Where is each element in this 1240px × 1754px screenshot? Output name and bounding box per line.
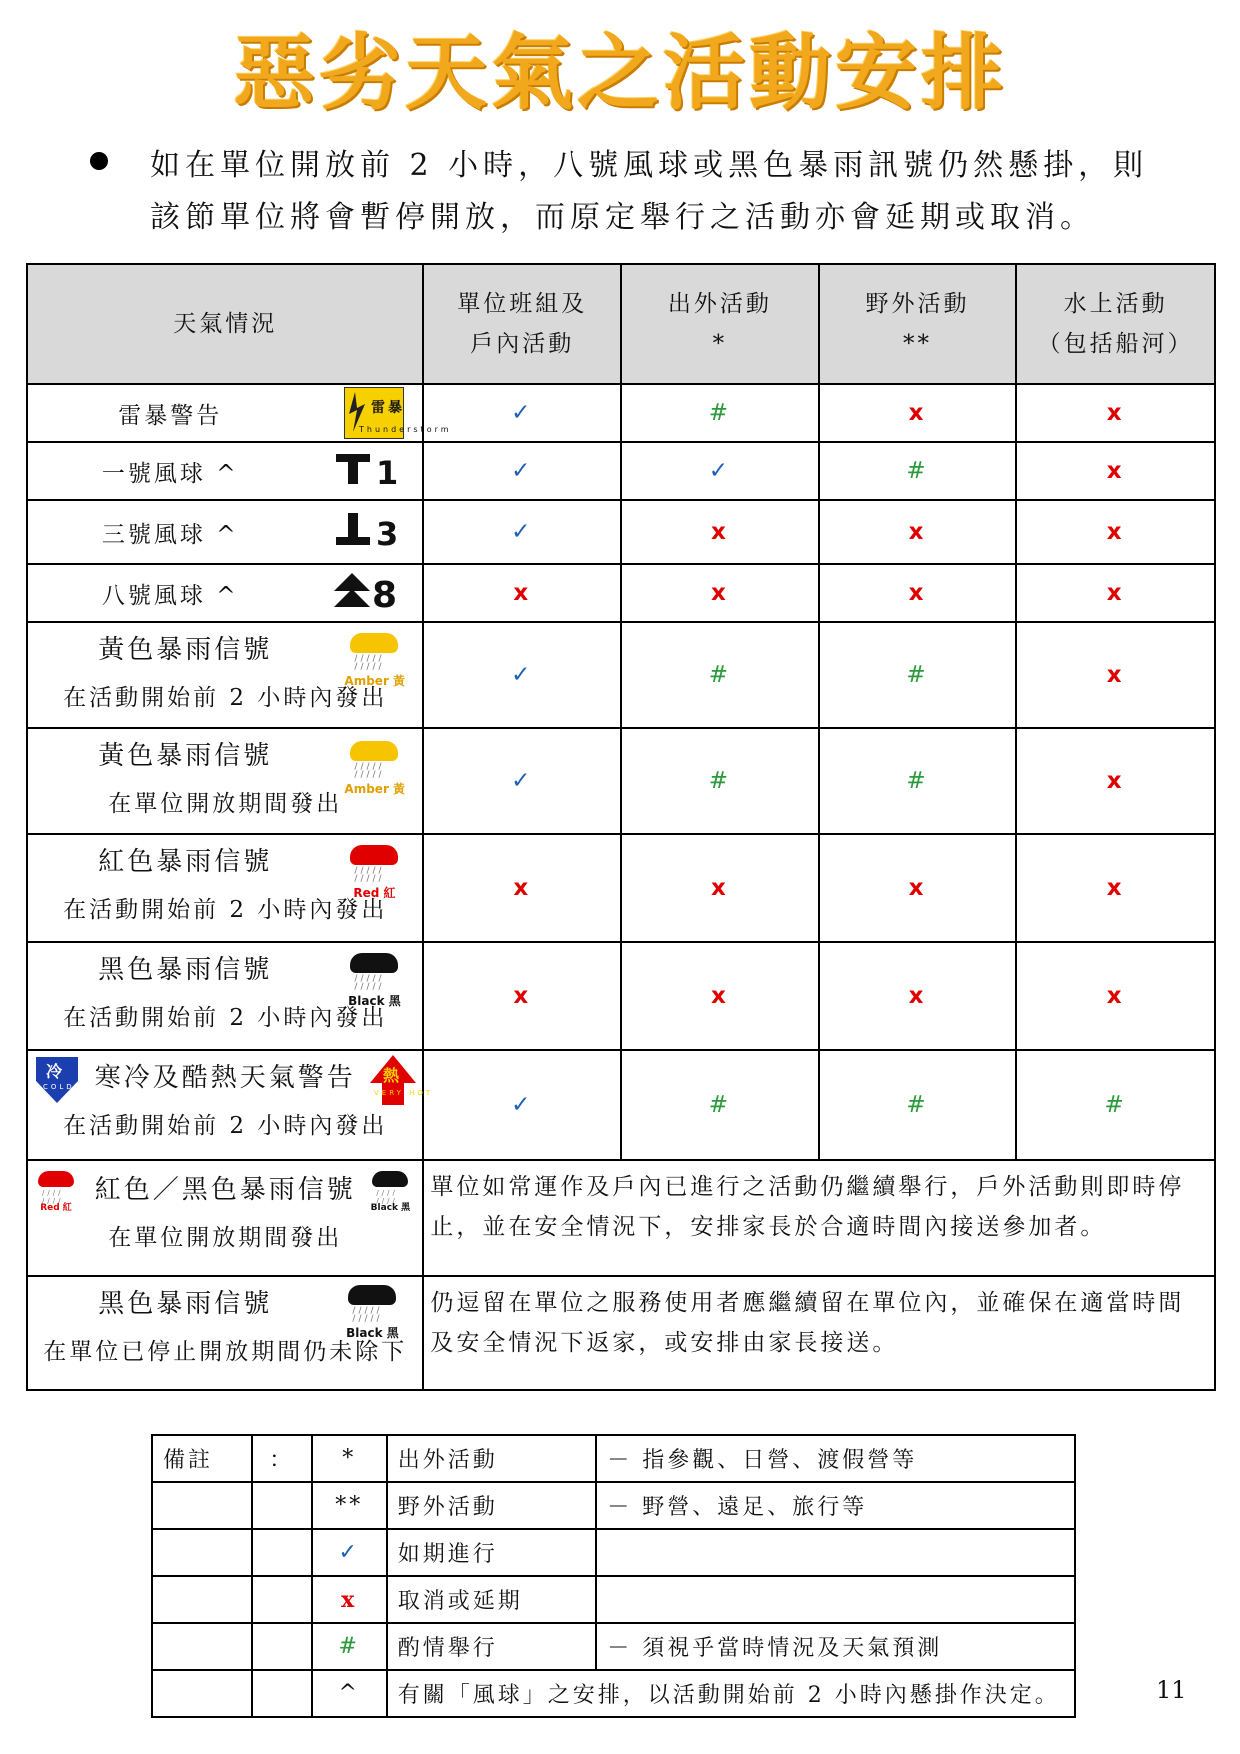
typhoon-signal-8-icon — [332, 569, 404, 617]
indoor-value: ✓ — [423, 500, 621, 564]
condition-cell — [27, 1276, 423, 1390]
red-rainstorm-icon: //// //// Red 紅 — [34, 1169, 78, 1213]
outing-value: x — [621, 834, 819, 942]
table-row — [27, 564, 1215, 622]
svg-text:3: 3 — [376, 515, 402, 553]
table-row-special — [27, 1160, 1215, 1276]
table-header-row — [27, 264, 1215, 384]
notes-term: 有關「風球」之安排，以活動開始前 2 小時內懸掛作決定。 — [387, 1670, 1075, 1717]
condition-label: 寒冷及酷熱天氣警告 — [94, 1063, 356, 1093]
notes-blank — [152, 1670, 252, 1717]
condition-label: 黃色暴雨信號 — [98, 741, 273, 771]
notes-blank — [252, 1576, 312, 1623]
condition-sublabel: 在活動開始前 2 小時內發出 — [63, 1005, 388, 1031]
notes-term: 如期進行 — [387, 1529, 597, 1576]
table-row — [27, 834, 1215, 942]
notes-term: 野外活動 — [387, 1482, 597, 1529]
notes-blank — [252, 1529, 312, 1576]
notes-blank — [252, 1670, 312, 1717]
notes-row — [152, 1670, 1075, 1717]
header-indoor-line2: 戶內活動 — [470, 331, 575, 357]
condition-cell — [27, 942, 423, 1050]
amber-icon-label: Amber 黃 — [344, 782, 406, 796]
table-row — [27, 728, 1215, 834]
condition-sublabel: 在單位開放期間發出 — [108, 1225, 343, 1251]
water-value: x — [1016, 564, 1215, 622]
icon-thunder-text: 雷暴 — [371, 400, 406, 416]
condition-label: 紅色暴雨信號 — [98, 847, 273, 877]
condition-label: 黃色暴雨信號 — [98, 635, 273, 665]
condition-cell — [27, 500, 423, 564]
field-value: x — [819, 834, 1017, 942]
outing-value: x — [621, 942, 819, 1050]
cold-warning-icon — [34, 1055, 80, 1111]
indoor-value: ✓ — [423, 1050, 621, 1160]
notes-desc: － 須視乎當時情況及天氣預測 — [596, 1623, 1075, 1670]
typhoon-signal-3-icon — [334, 509, 404, 555]
condition-label: 三號風球 ^ — [101, 521, 239, 548]
condition-label: 雷暴警告 — [118, 402, 223, 429]
notes-term: 出外活動 — [387, 1435, 597, 1482]
water-value: x — [1016, 442, 1215, 500]
condition-cell — [27, 622, 423, 728]
table-row — [27, 1050, 1215, 1160]
field-value: x — [819, 942, 1017, 1050]
black-icon-label: Black 黑 — [348, 994, 401, 1008]
water-value: x — [1016, 834, 1215, 942]
typhoon-signal-1-icon — [334, 448, 404, 494]
indoor-value: x — [423, 942, 621, 1050]
special-arrangement-text: 仍逗留在單位之服務使用者應繼續留在單位內，並確保在適當時間及安全情況下返家，或安排由家長接送。 — [423, 1276, 1215, 1390]
condition-sublabel: 在活動開始前 2 小時內發出 — [63, 897, 388, 923]
hot-warning-icon — [368, 1053, 434, 1113]
notes-blank — [152, 1482, 252, 1529]
cross-icon: x — [312, 1576, 387, 1623]
header-water-line2: （包括船河） — [1037, 331, 1194, 357]
outing-value: # — [621, 1050, 819, 1160]
condition-label: 一號風球 ^ — [101, 460, 239, 487]
condition-label: 黑色暴雨信號 — [98, 955, 273, 985]
indoor-value: ✓ — [423, 442, 621, 500]
special-arrangement-text: 單位如常運作及戶內已進行之活動仍繼續舉行，戶外活動則即時停止，並在安全情況下，安排家長於合適時間內接送參加者。 — [423, 1160, 1215, 1276]
indoor-value: x — [423, 834, 621, 942]
outing-value: x — [621, 564, 819, 622]
indoor-value: ✓ — [423, 728, 621, 834]
outing-value: # — [621, 622, 819, 728]
notes-symbol: ** — [312, 1482, 387, 1529]
header-outing-line2: * — [712, 331, 728, 357]
hot-icon-subtext: VERY HOT — [374, 1089, 434, 1097]
table-row — [27, 622, 1215, 728]
amber-icon-label: Amber 黃 — [344, 674, 406, 688]
notes-symbol: * — [312, 1435, 387, 1482]
field-value: # — [819, 622, 1017, 728]
black-rainstorm-icon: ///// ///// Black 黑 — [344, 951, 404, 1009]
notes-desc: － 野營、遠足、旅行等 — [596, 1482, 1075, 1529]
header-water — [1016, 264, 1215, 384]
hash-icon: # — [312, 1623, 387, 1670]
condition-cell — [27, 442, 423, 500]
water-value: x — [1016, 728, 1215, 834]
outing-value: x — [621, 500, 819, 564]
notes-blank — [152, 1576, 252, 1623]
red-icon-label: Red 紅 — [40, 1203, 72, 1213]
field-value: x — [819, 500, 1017, 564]
condition-sublabel: 在單位已停止開放期間仍未除下 — [43, 1339, 408, 1365]
field-value: # — [819, 442, 1017, 500]
black-rainstorm-icon: ///// ///// Black 黑 — [342, 1283, 402, 1341]
header-field — [819, 264, 1017, 384]
notes-blank — [252, 1623, 312, 1670]
condition-label: 八號風球 ^ — [101, 582, 239, 609]
red-icon-label: Red 紅 — [353, 886, 396, 900]
water-value: # — [1016, 1050, 1215, 1160]
water-value: x — [1016, 500, 1215, 564]
table-row — [27, 942, 1215, 1050]
page-title: 惡劣天氣之活動安排 — [232, 26, 1007, 121]
thunderstorm-warning-icon — [344, 387, 452, 439]
condition-sublabel: 在單位開放期間發出 — [108, 791, 343, 817]
cold-icon-subtext: COLD — [43, 1083, 75, 1091]
notes-row — [152, 1435, 1075, 1482]
intro-line-1: 如在單位開放前 2 小時，八號風球或黑色暴雨訊號仍然懸掛，則 — [150, 148, 1149, 183]
notes-term: 取消或延期 — [387, 1576, 597, 1623]
field-value: # — [819, 1050, 1017, 1160]
table-row — [27, 384, 1215, 442]
field-value: x — [819, 384, 1017, 442]
header-field-line2: ** — [902, 331, 932, 357]
condition-cell — [27, 384, 452, 442]
header-field-line1: 野外活動 — [865, 291, 970, 317]
cold-icon-text: 冷 — [46, 1062, 66, 1081]
hot-icon-text: 熱 — [383, 1066, 403, 1085]
header-indoor — [423, 264, 621, 384]
table-row-special — [27, 1276, 1215, 1390]
indoor-value: ✓ — [423, 384, 621, 442]
condition-cell — [27, 564, 423, 622]
intro-line-2: 該節單位將會暫停開放，而原定舉行之活動亦會延期或取消。 — [150, 200, 1095, 235]
icon-thunder-subtext: Thunderstorm — [359, 425, 452, 434]
notes-desc — [596, 1576, 1075, 1623]
red-rainstorm-icon: ///// ///// Red 紅 — [344, 843, 404, 901]
condition-label: 黑色暴雨信號 — [98, 1289, 273, 1319]
outing-value: ✓ — [621, 442, 819, 500]
header-indoor-line1: 單位班組及 — [457, 291, 588, 317]
table-row — [27, 500, 1215, 564]
check-icon: ✓ — [312, 1529, 387, 1576]
condition-cell — [27, 1160, 423, 1276]
outing-value: # — [621, 384, 819, 442]
indoor-value: ✓ — [423, 622, 621, 728]
water-value: x — [1016, 622, 1215, 728]
header-outing — [621, 264, 819, 384]
condition-label: 紅色／黑色暴雨信號 — [94, 1175, 356, 1205]
black-icon-label: Black 黑 — [346, 1326, 399, 1340]
condition-sublabel: 在活動開始前 2 小時內發出 — [63, 1113, 388, 1139]
water-value: x — [1016, 384, 1215, 442]
bullet-icon — [90, 152, 108, 170]
condition-cell — [27, 834, 423, 942]
header-water-line1: 水上活動 — [1063, 291, 1168, 317]
weather-arrangement-table — [26, 263, 1216, 1391]
outing-value: # — [621, 728, 819, 834]
notes-blank — [252, 1482, 312, 1529]
field-value: x — [819, 564, 1017, 622]
indoor-value: x — [423, 564, 621, 622]
notes-blank — [152, 1529, 252, 1576]
notes-term: 酌情舉行 — [387, 1623, 597, 1670]
header-outing-line1: 出外活動 — [667, 291, 772, 317]
icon-signal-8-text: 8 — [372, 575, 401, 616]
notes-label: 備註 — [152, 1435, 252, 1482]
amber-rainstorm-icon: ///// ///// Amber 黃 — [344, 739, 404, 797]
amber-rainstorm-icon: ///// ///// Amber 黃 — [344, 631, 404, 689]
condition-cell — [27, 728, 423, 834]
black-icon-label: Black 黑 — [370, 1203, 411, 1213]
notes-symbol: ^ — [312, 1670, 387, 1717]
intro-paragraph — [90, 140, 1150, 244]
condition-cell — [27, 1050, 434, 1160]
page-number: 11 — [1156, 1676, 1187, 1704]
notes-desc — [596, 1529, 1075, 1576]
notes-row — [152, 1482, 1075, 1529]
notes-row — [152, 1529, 1075, 1576]
notes-table — [151, 1434, 1076, 1718]
table-row — [27, 442, 1215, 500]
svg-text:1: 1 — [376, 454, 402, 492]
notes-blank — [152, 1623, 252, 1670]
black-rainstorm-icon: //// //// Black 黑 — [368, 1169, 412, 1213]
water-value: x — [1016, 942, 1215, 1050]
header-condition: 天氣情況 — [27, 264, 423, 384]
notes-desc: － 指參觀、日營、渡假營等 — [596, 1435, 1075, 1482]
notes-row — [152, 1576, 1075, 1623]
notes-row — [152, 1623, 1075, 1670]
field-value: # — [819, 728, 1017, 834]
condition-sublabel: 在活動開始前 2 小時內發出 — [63, 685, 388, 711]
notes-colon: ： — [252, 1435, 312, 1482]
